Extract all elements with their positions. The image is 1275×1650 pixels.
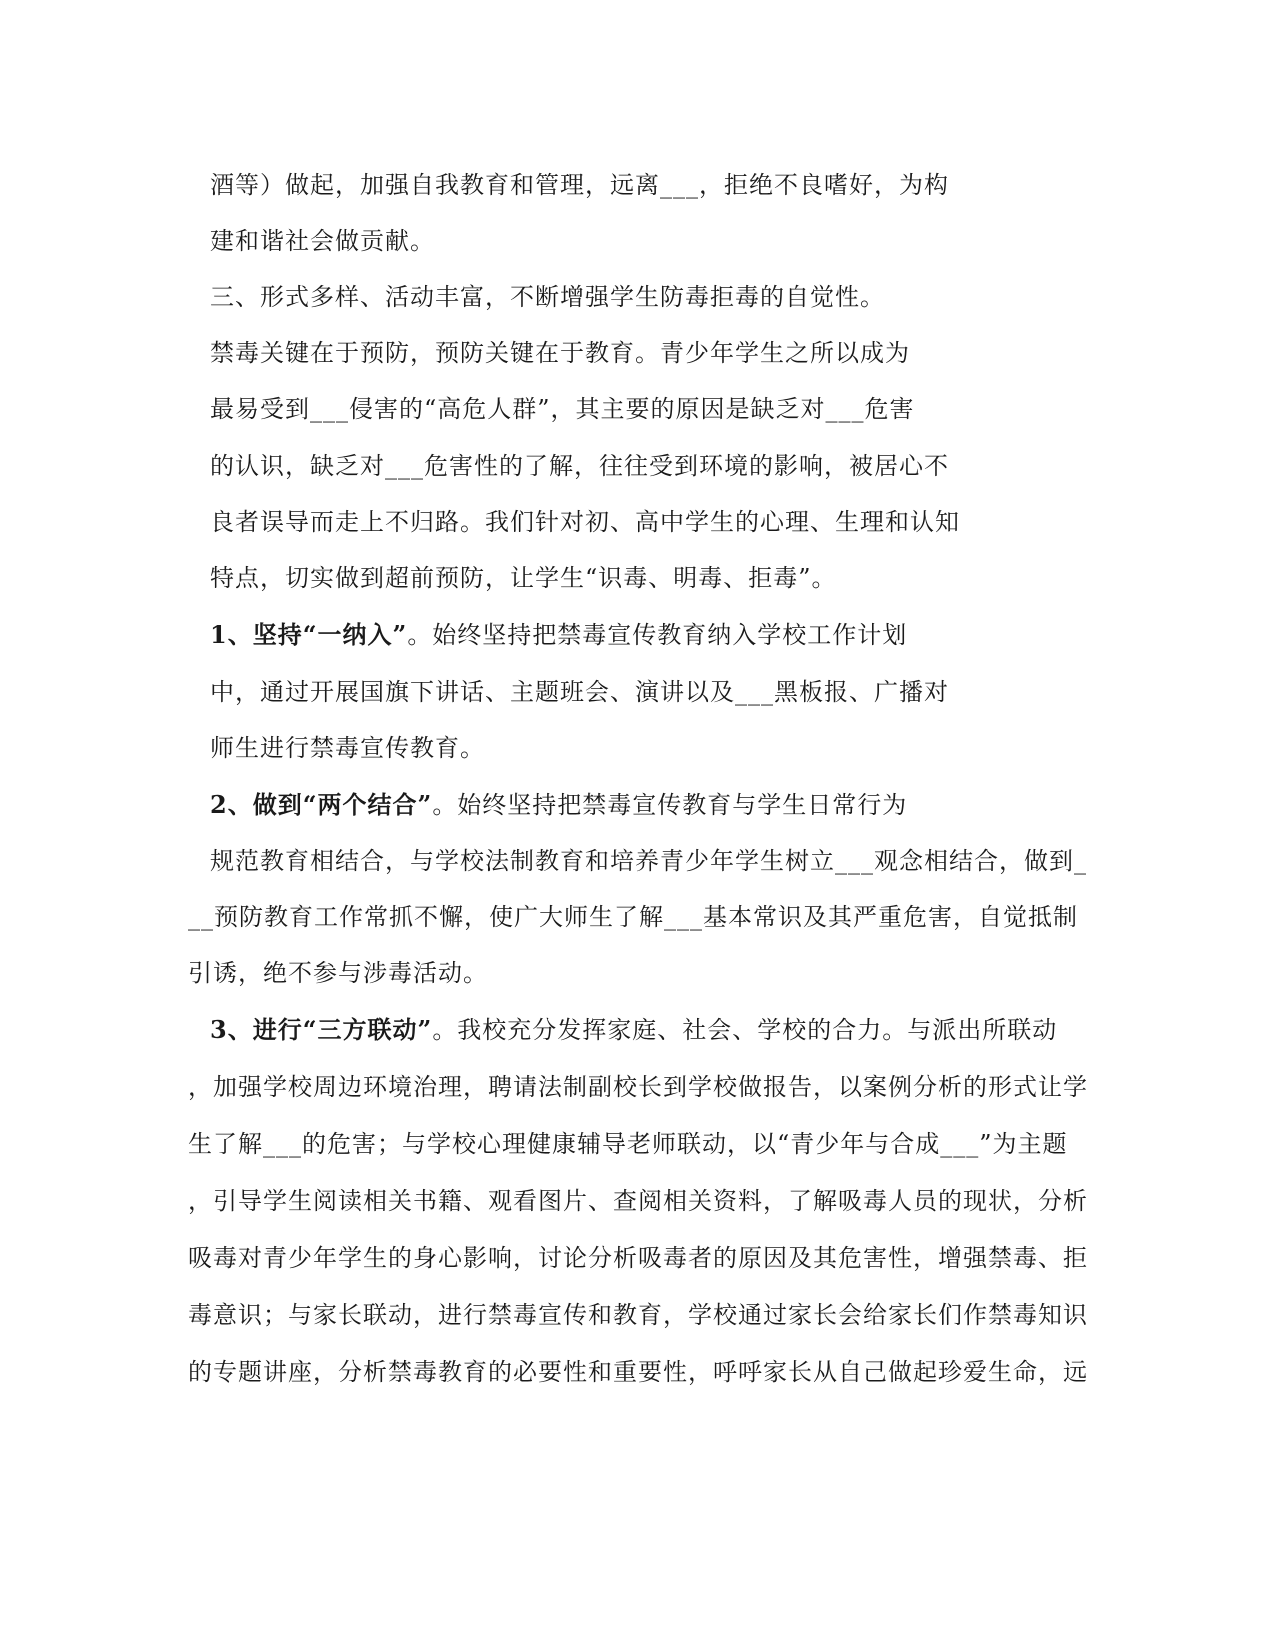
list-item-2-heading: 2、做到“两个结合” xyxy=(210,790,433,819)
text-line: 毒意识；与家长联动，进行禁毒宣传和教育，学校通过家长会给家长们作禁毒知识 xyxy=(188,1301,1088,1329)
text-line: 最易受到___侵害的“高危人群”，其主要的原因是缺乏对___危害 xyxy=(210,395,915,423)
text-line: 引诱，绝不参与涉毒活动。 xyxy=(188,959,488,987)
list-item-1 xyxy=(210,620,907,650)
text-line: __预防教育工作常抓不懈，使广大师生了解___基本常识及其严重危害，自觉抵制 xyxy=(188,903,1078,931)
text-line: ，引导学生阅读相关书籍、观看图片、查阅相关资料，了解吸毒人员的现状，分析 xyxy=(188,1187,1088,1215)
list-item-3 xyxy=(210,1015,1057,1045)
list-item-3-text: 。我校充分发挥家庭、社会、学校的合力。与派出所联动 xyxy=(432,1016,1058,1044)
list-item-2 xyxy=(210,790,907,820)
text-line: 中，通过开展国旗下讲话、主题班会、演讲以及___黑板报、广播对 xyxy=(210,678,949,706)
text-line: 特点，切实做到超前预防，让学生“识毒、明毒、拒毒”。 xyxy=(210,564,837,592)
section-heading: 三、形式多样、活动丰富，不断增强学生防毒拒毒的自觉性。 xyxy=(210,283,885,311)
text-line: ，加强学校周边环境治理，聘请法制副校长到学校做报告，以案例分析的形式让学 xyxy=(188,1073,1088,1101)
text-line: 建和谐社会做贡献。 xyxy=(210,227,435,255)
text-line: 师生进行禁毒宣传教育。 xyxy=(210,734,485,762)
list-item-1-heading: 1、坚持“一纳入” xyxy=(210,620,408,649)
text-line: 吸毒对青少年学生的身心影响，讨论分析吸毒者的原因及其危害性，增强禁毒、拒 xyxy=(188,1244,1088,1272)
list-item-1-text: 。始终坚持把禁毒宣传教育纳入学校工作计划 xyxy=(407,621,908,649)
text-line: 的专题讲座，分析禁毒教育的必要性和重要性，呼呼家长从自己做起珍爱生命，远 xyxy=(188,1358,1088,1386)
text-line: 规范教育相结合，与学校法制教育和培养青少年学生树立___观念相结合，做到_ xyxy=(210,847,1087,875)
list-item-2-text: 。始终坚持把禁毒宣传教育与学生日常行为 xyxy=(432,791,908,819)
text-line: 良者误导而走上不归路。我们针对初、高中学生的心理、生理和认知 xyxy=(210,508,960,536)
text-line: 禁毒关键在于预防，预防关键在于教育。青少年学生之所以成为 xyxy=(210,339,910,367)
text-line: 的认识，缺乏对___危害性的了解，往往受到环境的影响，被居心不 xyxy=(210,452,949,480)
list-item-3-heading: 3、进行“三方联动” xyxy=(210,1015,433,1044)
text-line: 生了解___的危害；与学校心理健康辅导老师联动，以“青少年与合成___”为主题 xyxy=(188,1130,1068,1158)
text-line: 酒等）做起，加强自我教育和管理，远离___，拒绝不良嗜好，为构 xyxy=(210,171,949,199)
